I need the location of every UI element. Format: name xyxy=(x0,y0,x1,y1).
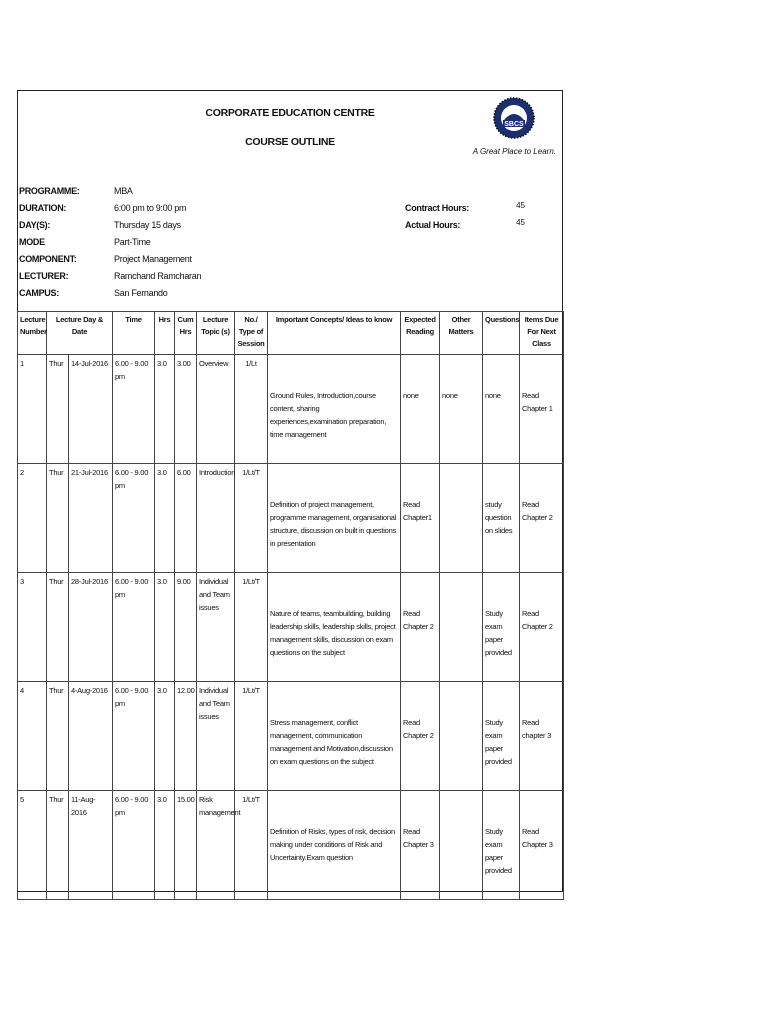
due-text: Read chapter 3 xyxy=(522,718,552,740)
table-header-row xyxy=(18,312,564,355)
header-reading: Expected Reading xyxy=(401,312,440,355)
cell-concepts xyxy=(268,682,401,791)
campus-value: San Fernando xyxy=(114,288,168,298)
reading-text: Read Chapter1 xyxy=(403,500,432,522)
cell-reading xyxy=(401,791,440,900)
component-value: Project Management xyxy=(114,254,192,264)
cell-concepts xyxy=(268,464,401,573)
questions-text: study question on slides xyxy=(485,500,513,535)
cell-reading xyxy=(401,464,440,573)
cell-topic: Risk management xyxy=(197,791,235,900)
questions-text: Study exam paper provided xyxy=(485,718,512,766)
cell-cum: 12.00 xyxy=(175,682,197,791)
tagline: A Great Place to Learn. xyxy=(472,147,556,156)
mode-label: MODE xyxy=(19,237,45,247)
due-text: Read Chapter 1 xyxy=(522,391,553,413)
cell-topic: Individual and Team issues xyxy=(197,573,235,682)
header-lecture-number: Lecture Number xyxy=(18,312,47,355)
header-session-type: No./ Type of Session xyxy=(235,312,268,355)
cell-day: Thur xyxy=(47,573,69,682)
cell-questions xyxy=(483,573,520,682)
programme-value: MBA xyxy=(114,186,133,196)
cell-time: 6.00 - 9.00 pm xyxy=(113,573,155,682)
cell-cum: 9.00 xyxy=(175,573,197,682)
document-subtitle: COURSE OUTLINE xyxy=(245,136,335,148)
cell-topic: Individual and Team issues xyxy=(197,682,235,791)
cell-hrs: 3.0 xyxy=(155,791,175,900)
concepts-text: Definition of Risks, types of risk, decision making under conditions of Risk and Uncertainty.Exam question xyxy=(270,827,395,862)
cell-number: 2 xyxy=(18,464,47,573)
mode-value: Part-Time xyxy=(114,237,151,247)
concepts-text: Stress management, conflict management, communication management and Motivation,discussion on exam questions on the subject xyxy=(270,718,393,766)
cell-other xyxy=(440,791,483,900)
cell-due xyxy=(520,355,564,464)
cell-time: 6.00 - 9.00 pm xyxy=(113,682,155,791)
reading-text: Read Chapter 2 xyxy=(403,609,434,631)
component-label: COMPONENT: xyxy=(19,254,77,264)
concepts-text: Definition of project management, programme management, organisational structure, discussion on built in questions in presentation xyxy=(270,500,397,548)
cell-time: 6.00 - 9.00 pm xyxy=(113,791,155,900)
header-other: Other Matters xyxy=(440,312,483,355)
actual-hours-value: 45 xyxy=(516,218,525,227)
cell-concepts xyxy=(268,355,401,464)
days-label: DAY(S): xyxy=(19,220,51,230)
header-questions: Questions xyxy=(483,312,520,355)
cell-day: Thur xyxy=(47,682,69,791)
cell-date: 21-Jul-2016 xyxy=(69,464,113,573)
cell-number: 5 xyxy=(18,791,47,900)
cell-number: 4 xyxy=(18,682,47,791)
cell-concepts xyxy=(268,573,401,682)
table-row xyxy=(18,464,564,573)
contract-hours-label: Contract Hours: xyxy=(405,203,470,213)
questions-text: Study exam paper provided xyxy=(485,827,512,875)
campus-label: CAMPUS: xyxy=(19,288,59,298)
cell-hrs: 3.0 xyxy=(155,464,175,573)
concepts-text: Nature of teams, teambuilding, building leadership skills, leadership skills, project management skills, discussion on exam questions on the subject xyxy=(270,609,396,657)
contract-hours-value: 45 xyxy=(516,201,525,210)
cell-concepts xyxy=(268,791,401,900)
header-hrs: Hrs xyxy=(155,312,175,355)
cell-number: 1 xyxy=(18,355,47,464)
cell-due xyxy=(520,464,564,573)
reading-text: Read Chapter 3 xyxy=(403,827,434,849)
cell-date: 14-Jul-2016 xyxy=(69,355,113,464)
header-cum-hrs: Cum Hrs xyxy=(175,312,197,355)
duration-value: 6:00 pm to 9:00 pm xyxy=(114,203,187,213)
cell-day: Thur xyxy=(47,464,69,573)
lecturer-label: LECTURER: xyxy=(19,271,69,281)
cell-type: 1/Lt/T xyxy=(235,573,268,682)
actual-hours-label: Actual Hours: xyxy=(405,220,461,230)
cell-hrs: 3.0 xyxy=(155,682,175,791)
header-concepts: Important Concepts/ Ideas to know xyxy=(268,312,401,355)
cell-cum: 6.00 xyxy=(175,464,197,573)
cell-type: 1/Lt xyxy=(235,355,268,464)
cell-time: 6.00 - 9.00 pm xyxy=(113,464,155,573)
concepts-text: Ground Rules, Introduction,course content, sharing experiences,examination preparation, time management xyxy=(270,391,387,439)
reading-text: Read Chapter 2 xyxy=(403,718,434,740)
cell-day: Thur xyxy=(47,791,69,900)
cell-topic: Introduction xyxy=(197,464,235,573)
cell-number: 3 xyxy=(18,573,47,682)
course-outline-table xyxy=(17,311,564,900)
due-text: Read Chapter 2 xyxy=(522,609,553,631)
cell-hrs: 3.0 xyxy=(155,355,175,464)
table-row xyxy=(18,355,564,464)
header-day-date: Lecture Day & Date xyxy=(47,312,113,355)
cell-type: 1/Lt/T xyxy=(235,791,268,900)
header-time: Time xyxy=(113,312,155,355)
table-row xyxy=(18,573,564,682)
cell-date: 4-Aug-2016 xyxy=(69,682,113,791)
questions-text: none xyxy=(485,391,501,400)
cell-cum: 3.00 xyxy=(175,355,197,464)
cell-time: 6.00 - 9.00 pm xyxy=(113,355,155,464)
cell-due xyxy=(520,791,564,900)
cell-day: Thur xyxy=(47,355,69,464)
cell-other xyxy=(440,355,483,464)
due-text: Read Chapter 3 xyxy=(522,827,553,849)
table-row xyxy=(18,791,564,900)
cell-type: 1/Lt/T xyxy=(235,464,268,573)
cell-reading xyxy=(401,573,440,682)
cell-questions xyxy=(483,464,520,573)
cell-topic: Overview xyxy=(197,355,235,464)
duration-label: DURATION: xyxy=(19,203,67,213)
other-text: none xyxy=(442,391,458,400)
cell-other xyxy=(440,573,483,682)
header-items-due: Items Due For Next Class xyxy=(520,312,564,355)
lecturer-value: Ramchand Ramcharan xyxy=(114,271,202,281)
document-title: CORPORATE EDUCATION CENTRE xyxy=(205,107,375,119)
cell-due xyxy=(520,573,564,682)
cell-date: 28-Jul-2016 xyxy=(69,573,113,682)
cell-questions xyxy=(483,682,520,791)
cell-reading xyxy=(401,355,440,464)
logo-text: SBCS xyxy=(504,121,524,128)
cell-questions xyxy=(483,355,520,464)
cell-other xyxy=(440,464,483,573)
questions-text: Study exam paper provided xyxy=(485,609,512,657)
cell-date: 11-Aug-2016 xyxy=(69,791,113,900)
programme-label: PROGRAMME: xyxy=(19,186,80,196)
reading-text: none xyxy=(403,391,419,400)
days-value: Thursday 15 days xyxy=(114,220,181,230)
cell-type: 1/Lt/T xyxy=(235,682,268,791)
cell-other xyxy=(440,682,483,791)
cell-hrs: 3.0 xyxy=(155,573,175,682)
due-text: Read Chapter 2 xyxy=(522,500,553,522)
cell-due xyxy=(520,682,564,791)
header-topic: Lecture Topic (s) xyxy=(197,312,235,355)
sbcs-logo-icon xyxy=(492,96,536,140)
cell-reading xyxy=(401,682,440,791)
cell-questions xyxy=(483,791,520,900)
table-row xyxy=(18,682,564,791)
cell-cum: 15.00 xyxy=(175,791,197,900)
